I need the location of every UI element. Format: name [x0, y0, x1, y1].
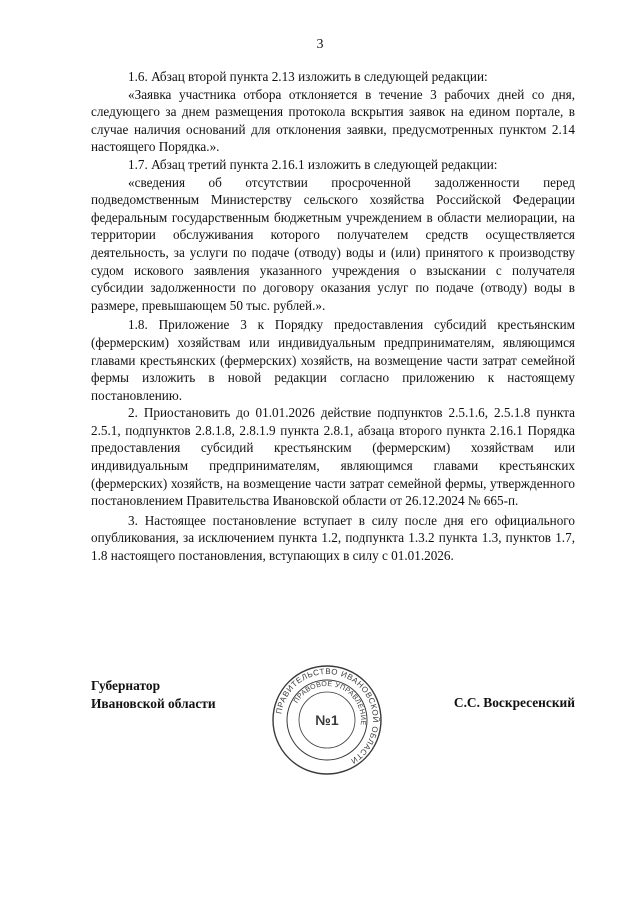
signer-name: С.С. Воскресенский: [453, 695, 575, 710]
paragraph-1-6: 1.6. Абзац второй пункта 2.13 изложить в следующей редакции:: [128, 69, 488, 84]
document-body: [91, 68, 575, 565]
paragraph-3: 3. Настоящее постановление вступает в силу после дня его официального опубликования, за исключением пункта 1.2, подпункта 1.3.2 пункта 1.3, пунктов 1.7, 1.8 настоящего постановления, вступающих в силу с 01.01.2026.: [91, 512, 575, 564]
signature-block: [91, 664, 575, 774]
seal-inner-text: ПРАВОВОЕ УПРАВЛЕНИЕ: [292, 680, 367, 726]
seal-outer-text: ПРАВИТЕЛЬСТВО ИВАНОВСКОЙ ОБЛАСТИ: [274, 666, 381, 766]
paragraph-1-7-quote: «сведения об отсутствии просроченной задолженности перед подведомственным Министерству сельского хозяйства Российской Федерации федеральным государственным бюджетным учреждением в области мелиорации, на территории обслуживания которого получателем средств осуществляется деятельность, за услуги по подаче (отводу) воды и (или) принятого к производству судом искового заявления указанного учреждения о взыскании с получателя субсидии задолженности по договору оказания услуг по подаче (отводу) воды в размере, превышающем 50 тыс. рублей.».: [91, 174, 575, 313]
governor-title-line2: Ивановской области: [91, 695, 216, 711]
governor-title-line1: Губернатор: [91, 678, 161, 693]
governor-title: [91, 677, 216, 712]
official-seal: [271, 664, 383, 776]
paragraph-1-8: 1.8. Приложение 3 к Порядку предоставления субсидий крестьянским (фермерским) хозяйствам или индивидуальным предпринимателям, являющимся главами крестьянских (фермерских) хозяйств, на возмещение части затрат семейной фермы изложить в новой редакции согласно приложению к настоящему постановлению.: [91, 317, 575, 403]
paragraph-1-6-quote: «Заявка участника отбора отклоняется в течение 3 рабочих дней со дня, следующего за днем размещения протокола вскрытия заявок на едином портале, в случае наличия оснований для отклонения заявки, предусмотренных пунктом 2.14 настоящего Порядка.».: [91, 86, 575, 155]
paragraph-1-7: 1.7. Абзац третий пункта 2.16.1 изложить в следующей редакции:: [128, 156, 498, 172]
paragraph-2: 2. Приостановить до 01.01.2026 действие подпунктов 2.5.1.6, 2.5.1.8 пункта 2.5.1, подпунктов 2.8.1.8, 2.8.1.9 пункта 2.8.1, абзаца второго пункта 2.16.1 Порядка предоставления субсидий крестьянским (фермерским) хозяйствам или индивидуальным предпринимателям, являющимся главами крестьянских (фермерских) хозяйств, на возмещение части затрат семейной фермы, утвержденного постановлением Правительства Ивановской области от 26.12.2024 № 665-п.: [91, 405, 575, 509]
page-number: 3: [316, 37, 324, 52]
seal-center-number: №1: [315, 712, 339, 728]
